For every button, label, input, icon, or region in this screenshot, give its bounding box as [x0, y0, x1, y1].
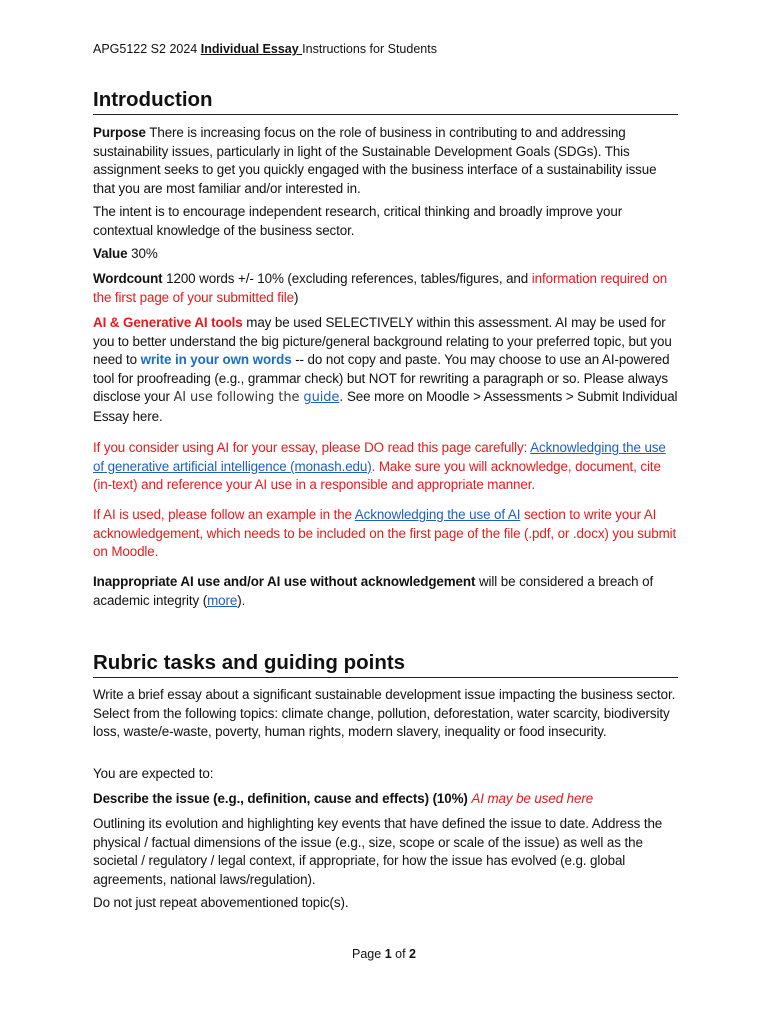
intent-paragraph: The intent is to encourage independent research, critical thinking and broadly improve your contextual knowledge of the business sector.: [93, 204, 623, 238]
ai-disclose-text: AI use following the: [173, 390, 304, 406]
consider-ai-paragraph: [93, 439, 678, 495]
ai-tools-text-2: -- do not copy and paste. You may choose to use an AI-powered tool for proofreading (e.g., grammar check) but NOT for rewriting a paragraph or so. Please always disclose your: [93, 352, 670, 405]
more-link[interactable]: more: [207, 592, 238, 608]
describe-issue-bold: Describe the issue (e.g., definition, cause and effects) (10%): [93, 791, 468, 806]
purpose-label: Purpose: [93, 125, 146, 140]
inappropriate-bold: Inappropriate AI use and/or AI use without acknowledgement: [93, 574, 476, 589]
wordcount-label: Wordcount: [93, 271, 163, 286]
document-header: [93, 42, 437, 56]
outline-paragraph: Outlining its evolution and highlighting key events that have defined the issue to date. Address the physical / factual dimensions of the issue (e.g., size, scope or scale of the issue) as well as the societal / regulatory / legal context, if appropriate, for how the issue has evolved (e.g. global agreements, national laws/regulation).: [93, 816, 663, 887]
header-rest: Instructions for Students: [302, 42, 437, 56]
rubric-heading: Rubric tasks and guiding points: [93, 650, 678, 678]
footer-page-total: 2: [409, 947, 416, 961]
footer-page-word: Page: [352, 947, 385, 961]
inappropriate-ai-paragraph: [93, 573, 678, 610]
value-text: 30%: [127, 246, 158, 261]
inappropriate-end: ).: [237, 592, 246, 608]
ai-may-be-used-note: AI may be used here: [471, 791, 594, 806]
value-paragraph: [93, 245, 678, 264]
wordcount-text: 1200 words +/- 10% (excluding references, tables/figures, and: [162, 271, 532, 286]
describe-issue-paragraph: [93, 790, 678, 809]
purpose-text: There is increasing focus on the role of business in contributing to and addressing sustainability issues, particularly in light of the Sustainable Development Goals (SDGs). This assignment seeks to get you quickly engaged with the business interface of a sustainability issue that you are most familiar and/or interested in.: [93, 125, 657, 196]
follow-text-2: section to write your AI acknowledgement, which needs to be included on the first page of the file (.pdf, or .docx) you submit on Moodle.: [93, 507, 677, 560]
header-course: APG5122 S2 2024: [93, 42, 201, 56]
wordcount-paragraph: [93, 270, 678, 307]
footer-of-word: of: [391, 947, 410, 961]
header-title-bold: Individual Essay: [200, 42, 303, 56]
ai-tools-paragraph: [93, 314, 678, 427]
expected-paragraph: You are expected to:: [93, 766, 214, 781]
ai-tools-text-3: See more on Moodle > Assessments > Submit Individual Essay here.: [93, 389, 678, 424]
introduction-heading: Introduction: [93, 87, 678, 115]
footer-page-number: 1: [384, 947, 392, 961]
guide-link[interactable]: guide: [303, 390, 340, 406]
monash-ai-link[interactable]: Acknowledging the use of generative artificial intelligence (monash.edu): [93, 440, 666, 474]
ai-disclose-end: .: [339, 390, 344, 406]
ai-tools-label: AI & Generative AI tools: [93, 315, 243, 330]
own-words-emphasis: write in your own words: [140, 352, 292, 368]
page-footer: [0, 947, 768, 961]
repeat-paragraph: Do not just repeat abovementioned topic(s).: [93, 895, 349, 910]
follow-example-paragraph: [93, 506, 678, 562]
ai-tools-text-1: may be used SELECTIVELY within this assessment. AI may be used for you to better understand the big picture/general background relating to your preferred topic, but you need to: [93, 315, 672, 368]
acknowledging-ai-link[interactable]: Acknowledging the use of AI: [354, 507, 521, 522]
value-label: Value: [93, 246, 128, 261]
wordcount-end: ): [294, 289, 299, 305]
inappropriate-text: will be considered a breach of academic integrity (: [93, 574, 654, 608]
consider-text: If you consider using AI for your essay, please DO read this page carefully:: [93, 440, 531, 455]
purpose-paragraph: [93, 124, 678, 198]
wordcount-red-text: information required on the first page of your submitted file: [93, 271, 668, 305]
brief-essay-paragraph: Write a brief essay about a significant sustainable development issue impacting the business sector. Select from the following topics: climate change, pollution, deforestation, water scarcity, biodiversity loss, waste/e-waste, poverty, human rights, modern slavery, inequality or food insecurity.: [93, 687, 676, 740]
follow-text: If AI is used, please follow an example in the: [93, 507, 355, 522]
consider-text-2: . Make sure you will acknowledge, document, cite (in-text) and reference your AI use in a responsible and appropriate manner.: [93, 458, 661, 493]
